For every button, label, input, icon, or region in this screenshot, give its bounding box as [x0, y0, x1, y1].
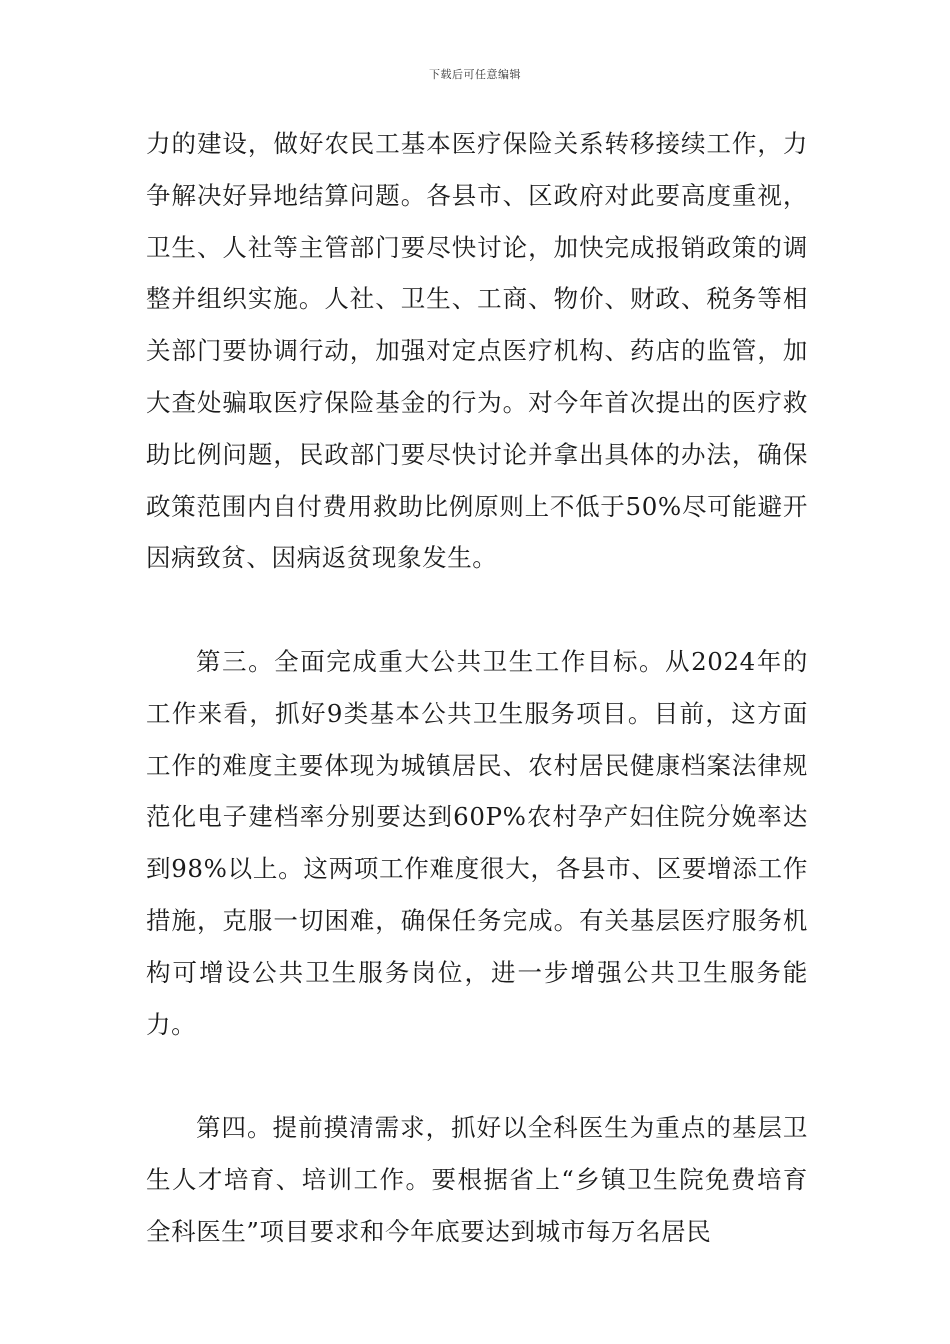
paragraph-spacer: [146, 1050, 808, 1102]
page-header: 下载后可任意编辑: [429, 68, 521, 81]
paragraph-1: 力的建设，做好农民工基本医疗保险关系转移接续工作，力争解决好异地结算问题。各县市、区政府对此要高度重视，卫生、人社等主管部门要尽快讨论，加快完成报销政策的调整并组织实施。人社、卫生、工商、物价、财政、税务等相关部门要协调行动，加强对定点医疗机构、药店的监管，加大查处骗取医疗保险基金的行为。对今年首次提出的医疗救助比例问题，民政部门要尽快讨论并拿出具体的办法，确保政策范围内自付费用救助比例原则上不低于50%尽可能避开因病致贫、因病返贫现象发生。: [146, 129, 808, 573]
paragraph-2: 第三。全面完成重大公共卫生工作目标。从2024年的工作来看，抓好9类基本公共卫生服务项目。目前，这方面工作的难度主要体现为城镇居民、农村居民健康档案法律规范化电子建档率分别要达到60P%农村孕产妇住院分娩率达到98%以上。这两项工作难度很大，各县市、区要增添工作措施，克服一切困难，确保任务完成。有关基层医疗服务机构可增设公共卫生服务岗位，进一步增强公共卫生服务能力。: [146, 646, 808, 1039]
document-body: [146, 118, 808, 1258]
paragraph-3: 第四。提前摸清需求，抓好以全科医生为重点的基层卫生人才培育、培训工作。要根据省上“乡镇卫生院免费培育全科医生”项目要求和今年底要达到城市每万名居民: [146, 1113, 808, 1246]
paragraph-spacer: [146, 584, 808, 636]
